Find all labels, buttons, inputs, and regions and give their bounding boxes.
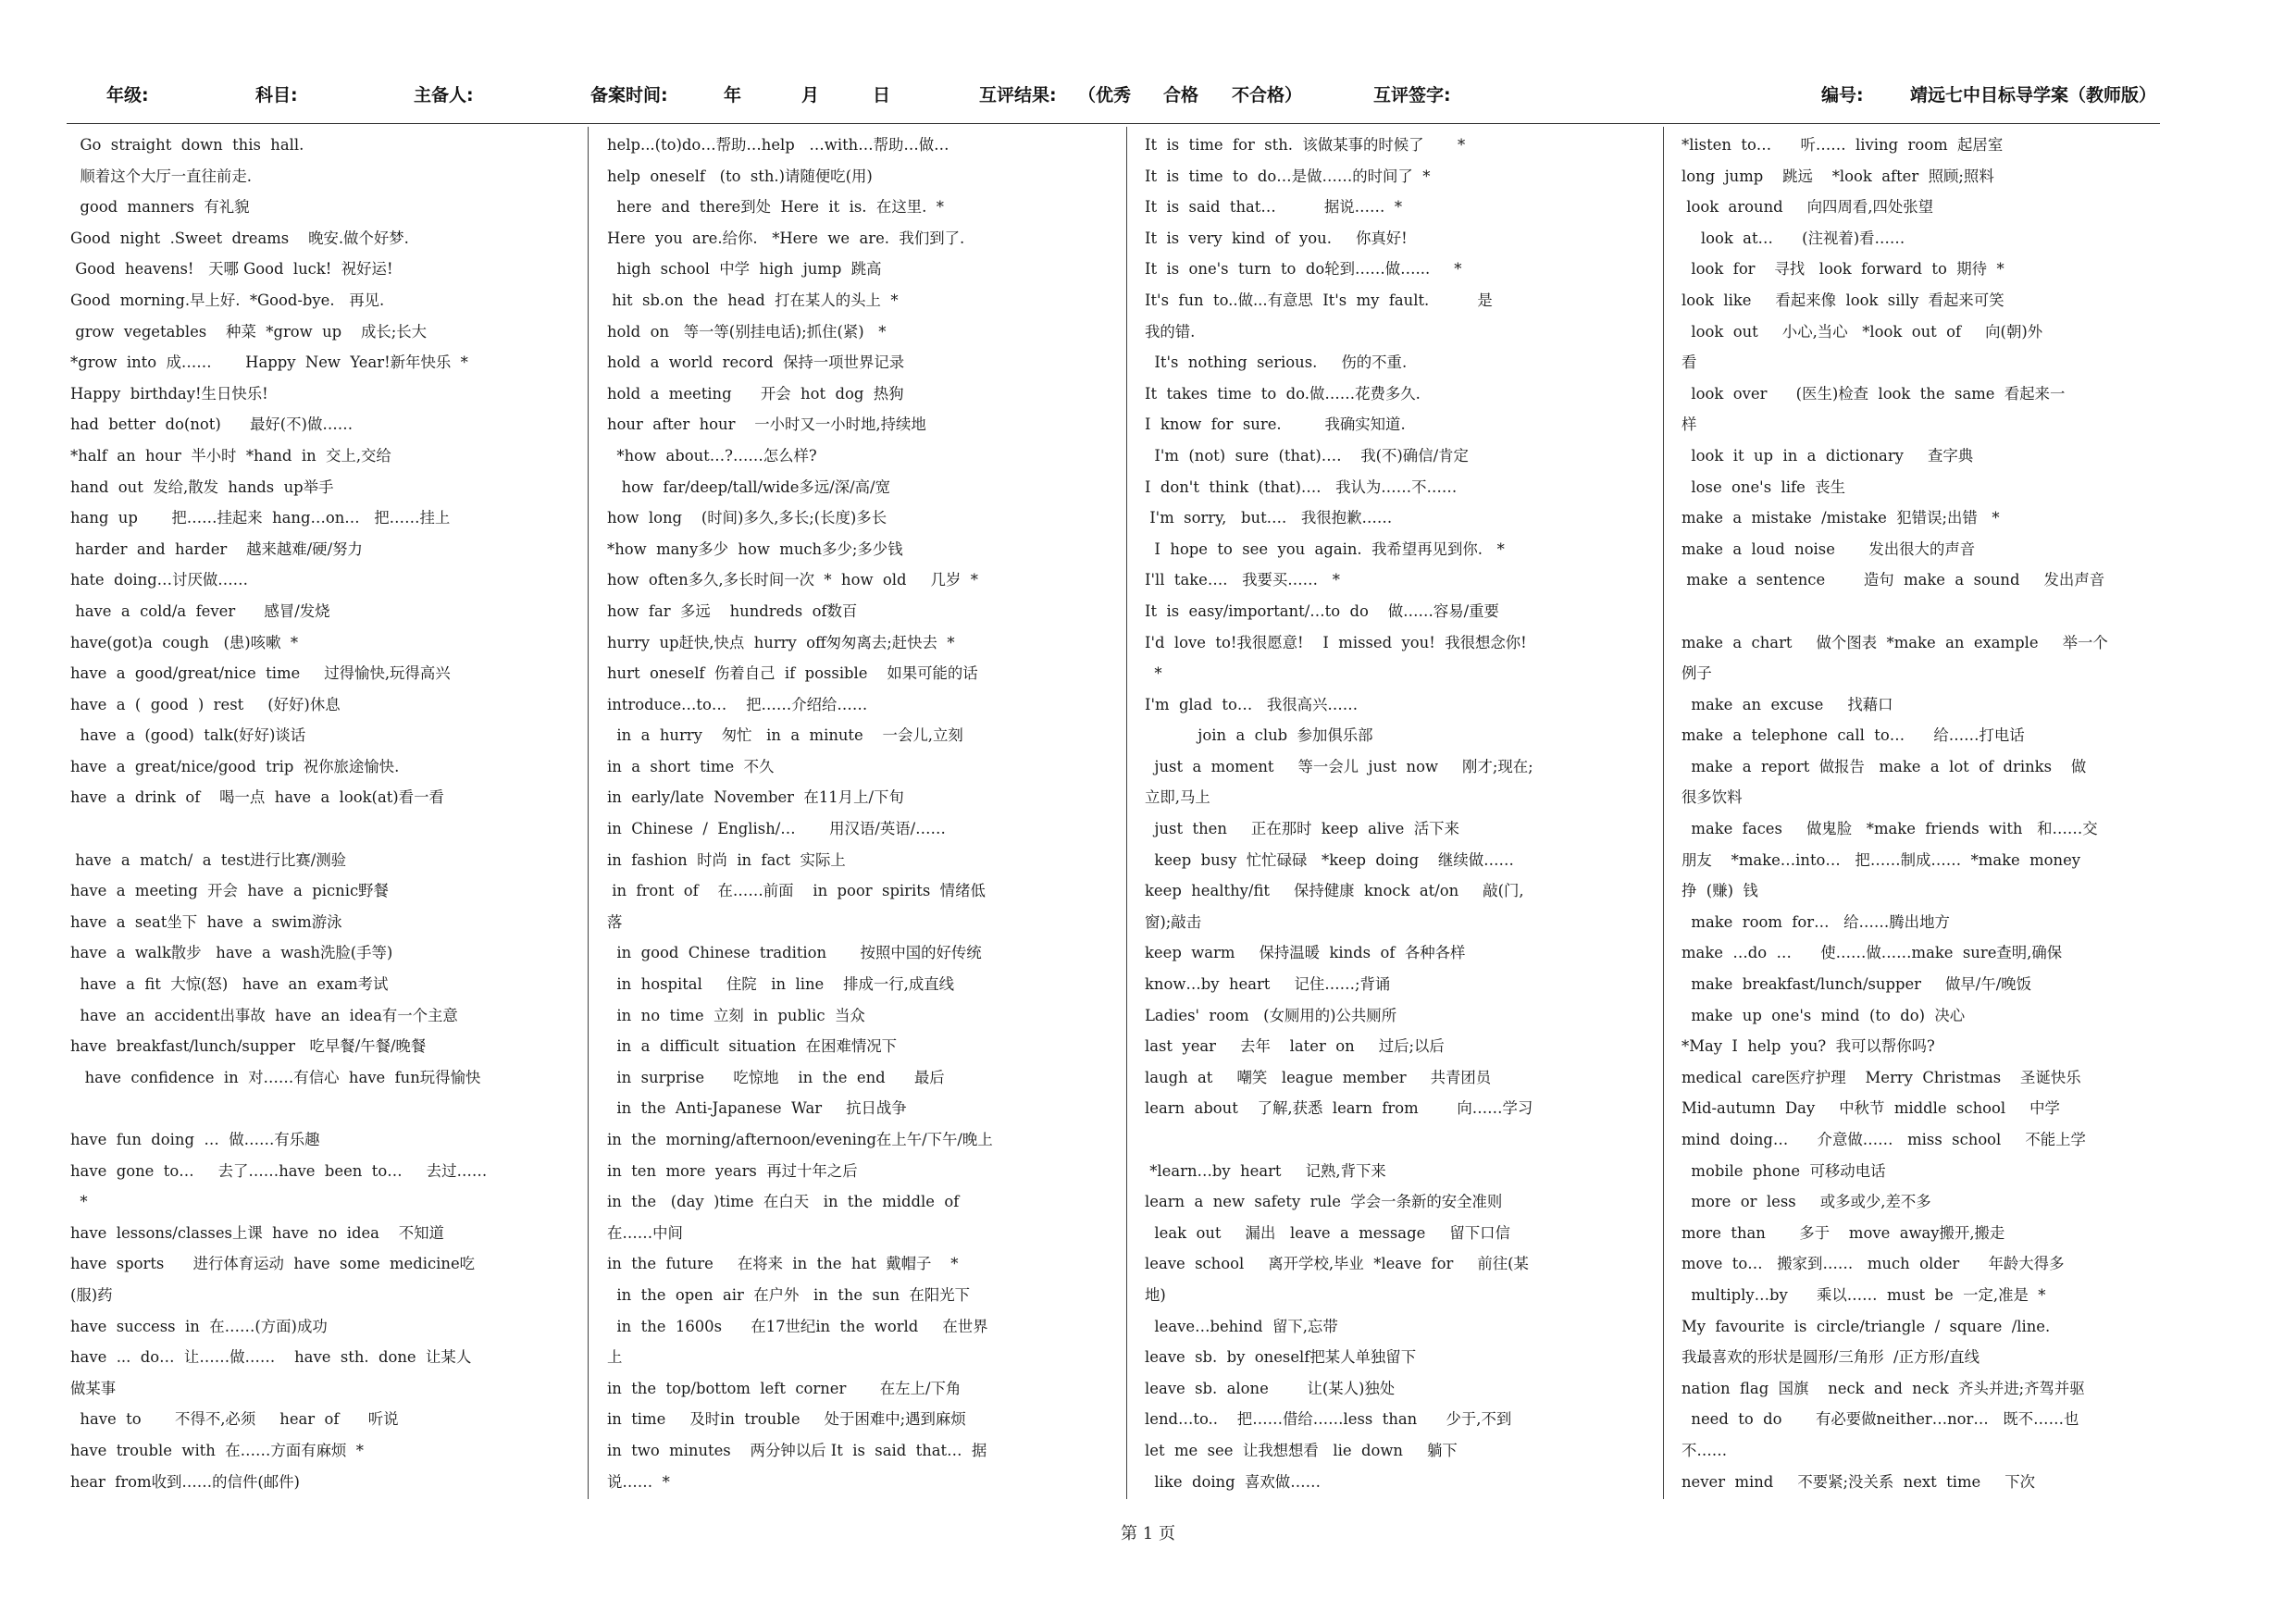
phrase-line: medical care医疗护理 Merry Christmas 圣诞快乐 (1682, 1068, 2081, 1086)
column-divider (1663, 127, 1664, 1499)
phrase-line: It is said that… 据说…… * (1145, 198, 1403, 217)
phrase-line: It is very kind of you. 你真好! (1145, 229, 1408, 247)
phrase-line: in the (day )time 在白天 in the middle of (607, 1193, 960, 1211)
phrase-line: 看 (1682, 353, 1697, 372)
phrase-line (70, 1093, 579, 1124)
phrase-line: in the open air 在户外 in the sun 在阳光下 (607, 1285, 970, 1304)
phrase-line: keep busy 忙忙碌碌 *keep doing 继续做…… (1145, 850, 1514, 869)
phrase-line: in a short time 不久 (607, 757, 775, 775)
phrase-line: look out 小心,当心 *look out of 向(朝)外 (1682, 322, 2043, 341)
header-field-subject: 科目: (255, 85, 298, 105)
page-number: 第 1 页 (1121, 1524, 1175, 1543)
phrase-line: nation flag 国旗 neck and neck 齐头并进;齐驾并驱 (1682, 1379, 2085, 1397)
phrase-line: *May I help you? 我可以帮你吗? (1682, 1037, 1935, 1056)
phrase-line: 地) (1145, 1285, 1166, 1304)
phrase-line: have gone to… 去了……have been to… 去过…… (70, 1161, 488, 1180)
phrase-line: It is time for sth. 该做某事的时候了 * (1145, 136, 1466, 154)
phrase-line: 落 (607, 912, 623, 931)
phrase-line: in two minutes 两分钟以后 It is said that… 据 (607, 1441, 987, 1459)
phrase-line: 不…… (1682, 1441, 1728, 1459)
phrase-line: how far 多远 hundreds of数百 (607, 601, 858, 620)
phrase-line: in Chinese / English/… 用汉语/英语/…… (607, 820, 946, 838)
phrase-line: good manners 有礼貌 (70, 198, 250, 217)
phrase-line: how often多久,多长时间一次 * how old 几岁 * (607, 571, 978, 589)
phrase-line: make up one's mind (to do) 决心 (1682, 1006, 1966, 1024)
phrase-line: leave…behind 留下,忘带 (1145, 1317, 1338, 1335)
phrase-line: make an excuse 找藉口 (1682, 695, 1893, 713)
phrase-column-2 (607, 130, 1121, 1499)
phrase-line: have(got)a cough (患)咳嗽 * (70, 633, 299, 651)
phrase-line: leak out 漏出 leave a message 留下口信 (1145, 1223, 1510, 1242)
phrase-line: have a walk散步 have a wash洗脸(手等) (70, 944, 393, 962)
phrase-line: make a loud noise 发出很大的声音 (1682, 539, 1976, 558)
phrase-line: It is time to do…是做……的时间了 * (1145, 167, 1431, 185)
phrase-line: 窗);敲击 (1145, 912, 1202, 931)
header-field-preparer: 主备人: (414, 85, 474, 105)
header-field-grade: 年级: (106, 85, 149, 105)
phrase-line: mind doing… 介意做…… miss school 不能上学 (1682, 1131, 2086, 1148)
phrase-line: leave sb. by oneself把某人单独留下 (1145, 1348, 1417, 1367)
phrase-line: mobile phone 可移动电话 (1682, 1161, 1886, 1180)
phrase-line: have a meeting 开会 have a picnic野餐 (70, 882, 389, 900)
phrase-line: hang up 把……挂起来 hang…on… 把……挂上 (70, 509, 451, 527)
phrase-line: have a seat坐下 have a swim游泳 (70, 912, 342, 931)
phrase-line: Happy birthday!生日快乐! (70, 384, 268, 403)
phrase-line: in time 及时in trouble 处于困难中;遇到麻烦 (607, 1410, 966, 1429)
phrase-line: grow vegetables 种菜 *grow up 成长;长大 (70, 322, 428, 341)
phrase-line: in front of 在……前面 in poor spirits 情绪低 (607, 882, 986, 900)
phrase-line: look around 向四周看,四处张望 (1682, 198, 1934, 217)
phrase-line: need to do 有必要做neither…nor… 既不……也 (1682, 1410, 2079, 1429)
phrase-line: look over (医生)检查 look the same 看起来一 (1682, 384, 2066, 403)
phrase-line: 很多饮料 (1682, 788, 1743, 807)
phrase-line (1145, 1124, 1649, 1156)
phrase-line: in the Anti-Japanese War 抗日战争 (607, 1099, 907, 1118)
phrase-line: I'm glad to… 我很高兴…… (1145, 695, 1359, 713)
phrase-line: help...(to)do…帮助…help …with…帮助…做… (607, 136, 949, 154)
document-header (0, 0, 2296, 125)
phrase-line: Mid-autumn Day 中秋节 middle school 中学 (1682, 1099, 2060, 1118)
phrase-column-1 (70, 130, 579, 1499)
phrase-line: I'll take…. 我要买…… * (1145, 571, 1340, 589)
phrase-line: last year 去年 later on 过后;以后 (1145, 1037, 1445, 1056)
phrase-line: hurt oneself 伤着自己 if possible 如果可能的话 (607, 664, 978, 683)
header-field-peer-signature: 互评签字: (1373, 85, 1451, 105)
phrase-line: have a (good) talk(好好)谈话 (70, 726, 306, 745)
phrase-line: look it up in a dictionary 查字典 (1682, 446, 1974, 465)
phrase-line: in no time 立刻 in public 当众 (607, 1006, 865, 1024)
phrase-line: just a moment 等一会儿 just now 刚才;现在; (1145, 757, 1533, 775)
phrase-line: leave school 离开学校,毕业 *leave for 前往(某 (1145, 1255, 1529, 1273)
phrase-line: make a telephone call to… 给……打电话 (1682, 726, 2025, 745)
phrase-line: move to… 搬家到…… much older 年龄大得多 (1682, 1255, 2065, 1273)
column-divider (1126, 127, 1127, 1499)
phrase-line: in the top/bottom left corner 在左上/下角 (607, 1379, 962, 1397)
phrase-line: hour after hour 一小时又一小时地,持续地 (607, 415, 926, 434)
phrase-line: in the future 在将来 in the hat 戴帽子 * (607, 1255, 959, 1273)
phrase-line: 挣 (赚) 钱 (1682, 882, 1758, 900)
phrase-line (1682, 596, 2181, 627)
phrase-column-4 (1682, 130, 2181, 1499)
phrase-line: in the morning/afternoon/evening在上午/下午/晚上 (607, 1131, 993, 1148)
phrase-line: in good Chinese tradition 按照中国的好传统 (607, 944, 982, 962)
phrase-line: have sports 进行体育运动 have some medicine吃 (70, 1255, 476, 1273)
phrase-line: like doing 喜欢做…… (1145, 1472, 1321, 1491)
header-field-school-title: 靖远七中目标导学案（教师版） (1910, 85, 2157, 105)
phrase-line: *listen to… 听…… living room 起居室 (1682, 136, 2004, 154)
phrase-line: in fashion 时尚 in fact 实际上 (607, 850, 846, 869)
phrase-line: make …do … 使……做……make sure查明,确保 (1682, 944, 2063, 962)
phrase-line: lend…to.. 把……借给……less than 少于,不到 (1145, 1410, 1512, 1429)
phrase-line: have breakfast/lunch/supper 吃早餐/午餐/晚餐 (70, 1037, 427, 1056)
phrase-line: 在……中间 (607, 1223, 683, 1242)
phrase-line: have a great/nice/good trip 祝你旅途愉快. (70, 757, 400, 775)
phrase-line (70, 813, 579, 845)
phrase-line: leave sb. alone 让(某人)独处 (1145, 1379, 1396, 1397)
phrase-line: high school 中学 high jump 跳高 (607, 260, 882, 279)
phrase-line: make a sentence 造句 make a sound 发出声音 (1682, 571, 2105, 589)
phrase-line: 说…… * (607, 1472, 670, 1491)
phrase-line: I know for sure. 我确实知道. (1145, 415, 1406, 434)
phrase-line: *how many多少 how much多少;多少钱 (607, 539, 903, 558)
phrase-line: in hospital 住院 in line 排成一行,成直线 (607, 975, 955, 994)
phrase-line: have a drink of 喝一点 have a look(at)看一看 (70, 788, 444, 807)
phrase-line: It is one's turn to do轮到……做…... * (1145, 260, 1462, 279)
phrase-line: hold on 等一等(别挂电话);抓住(紧) * (607, 322, 887, 341)
phrase-line: how long (时间)多久,多长;(长度)多长 (607, 509, 887, 527)
phrase-line: It takes time to do.做……花费多久. (1145, 384, 1421, 403)
phrase-line: never mind 不要紧;没关系 next time 下次 (1682, 1472, 2036, 1491)
phrase-line: I hope to see you again. 我希望再见到你. * (1145, 539, 1505, 558)
phrase-line: It's fun to..做...有意思 It's my fault. 是 (1145, 291, 1493, 309)
phrase-line: make a chart 做个图表 *make an example 举一个 (1682, 633, 2108, 651)
phrase-line: *half an hour 半小时 *hand in 交上,交给 (70, 446, 391, 465)
header-rule (67, 123, 2160, 124)
phrase-line: Good heavens! 天哪 Good luck! 祝好运! (70, 260, 393, 279)
phrase-line: I don't think (that)…. 我认为……不…… (1145, 477, 1458, 496)
header-field-month: 月 (801, 85, 820, 105)
phrase-line: It is easy/important/…to do 做……容易/重要 (1145, 601, 1499, 620)
phrase-line: in a difficult situation 在困难情况下 (607, 1037, 898, 1056)
phrase-line: learn a new safety rule 学会一条新的安全准则 (1145, 1193, 1503, 1211)
header-field-pass: 合格 (1163, 85, 1199, 105)
phrase-line: have success in 在……(方面)成功 (70, 1317, 328, 1335)
phrase-line: 我最喜欢的形状是圆形/三角形 /正方形/直线 (1682, 1348, 1980, 1367)
phrase-line: in a hurry 匆忙 in a minute 一会儿,立刻 (607, 726, 963, 745)
phrase-line: help oneself (to sth.)请随便吃(用) (607, 167, 873, 185)
phrase-line: hand out 发给,散发 hands up举手 (70, 477, 334, 496)
phrase-line: *grow into 成…… Happy New Year!新年快乐 * (70, 353, 468, 372)
header-field-serial-number: 编号: (1821, 85, 1864, 105)
phrase-line: introduce…to… 把……介绍给…… (607, 695, 868, 713)
phrase-line: 例子 (1682, 664, 1712, 683)
header-field-record-time: 备案时间: (590, 85, 668, 105)
phrase-column-3 (1145, 130, 1649, 1499)
phrase-line: 做某事 (70, 1379, 117, 1397)
phrase-line: have a fit 大惊(怒) have an exam考试 (70, 975, 389, 994)
phrase-line: make breakfast/lunch/supper 做早/午/晚饭 (1682, 975, 2032, 994)
phrase-line: 我的错. (1145, 322, 1196, 341)
phrase-line: * (1145, 664, 1162, 683)
phrase-line: have confidence in 对……有信心 have fun玩得愉快 (70, 1068, 481, 1086)
phrase-line: in surprise 吃惊地 in the end 最后 (607, 1068, 945, 1086)
phrase-line: long jump 跳远 *look after 照顾;照料 (1682, 167, 1994, 185)
phrase-line: I'm (not) sure (that)…. 我(不)确信/肯定 (1145, 446, 1469, 465)
phrase-line: make room for… 给……腾出地方 (1682, 912, 1950, 931)
phrase-line: let me see 让我想想看 lie down 躺下 (1145, 1441, 1458, 1459)
phrase-line: look at… (注视着)看…… (1682, 229, 1905, 247)
phrase-line: have trouble with 在……方面有麻烦 * (70, 1441, 364, 1459)
phrase-line: laugh at 嘲笑 league member 共青团员 (1145, 1068, 1492, 1086)
phrase-line: Here you are.给你. *Here we are. 我们到了. (607, 229, 965, 247)
phrase-line: keep warm 保持温暖 kinds of 各种各样 (1145, 944, 1466, 962)
header-field-peer-result: 互评结果: (979, 85, 1057, 105)
phrase-line: how far/deep/tall/wide多远/深/高/宽 (607, 477, 890, 496)
phrase-line: Good morning.早上好. *Good-bye. 再见. (70, 291, 385, 309)
phrase-line: Go straight down this hall. (70, 136, 304, 154)
phrase-line: hold a world record 保持一项世界记录 (607, 353, 905, 372)
phrase-line: lose one's life 丧生 (1682, 477, 1845, 496)
phrase-line: I'd love to!我很愿意! I missed you! 我很想念你! (1145, 633, 1527, 651)
phrase-line: more or less 或多或少,差不多 (1682, 1193, 1931, 1211)
phrase-line: (服)药 (70, 1285, 113, 1304)
phrase-line: have fun doing … 做……有乐趣 (70, 1131, 320, 1148)
phrase-line: It's nothing serious. 伤的不重. (1145, 353, 1408, 372)
phrase-line: My favourite is circle/triangle / square /line. (1682, 1317, 2051, 1335)
phrase-line: make a report 做报告 make a lot of drinks 做 (1682, 757, 2087, 775)
phrase-line: have a good/great/nice time 过得愉快,玩得高兴 (70, 664, 451, 683)
phrase-line: * (70, 1193, 88, 1211)
phrase-line: 立即,马上 (1145, 788, 1210, 807)
phrase-line: hate doing…讨厌做…… (70, 571, 249, 589)
phrase-line: multiply…by 乘以…… must be 一定,准是 * (1682, 1285, 2046, 1304)
phrase-line: 样 (1682, 415, 1697, 434)
header-field-fail: 不合格） (1232, 85, 1303, 105)
header-field-year: 年 (724, 85, 742, 105)
header-field-excellent: （优秀 (1078, 85, 1132, 105)
phrase-line: hit sb.on the head 打在某人的头上 * (607, 291, 899, 309)
phrase-line: have ... do… 让……做…… have sth. done 让某人 (70, 1348, 472, 1367)
phrase-line: I'm sorry, but…. 我很抱歉…… (1145, 509, 1393, 527)
phrase-line: look like 看起来像 look silly 看起来可笑 (1682, 291, 2004, 309)
phrase-line: have lessons/classes上课 have no idea 不知道 (70, 1223, 444, 1242)
phrase-line: in early/late November 在11月上/下旬 (607, 788, 904, 807)
phrase-line: have an accident出事故 have an idea有一个主意 (70, 1006, 458, 1024)
phrase-line: make a mistake /mistake 犯错误;出错 * (1682, 509, 2000, 527)
phrase-line: make faces 做鬼脸 *make friends with 和……交 (1682, 820, 2098, 838)
phrase-line: 朋友 *make…into… 把……制成…… *make money (1682, 850, 2081, 869)
phrase-line: Good night .Sweet dreams 晚安.做个好梦. (70, 229, 409, 247)
phrase-line: have a match/ a test进行比赛/测验 (70, 850, 347, 869)
phrase-line: had better do(not) 最好(不)做…… (70, 415, 354, 434)
phrase-line: here and there到处 Here it is. 在这里. * (607, 198, 944, 217)
phrase-line: learn about 了解,获悉 learn from 向……学习 (1145, 1099, 1533, 1118)
phrase-line: have a cold/a fever 感冒/发烧 (70, 601, 330, 620)
phrase-line: hold a meeting 开会 hot dog 热狗 (607, 384, 904, 403)
phrase-line: join a club 参加俱乐部 (1145, 726, 1373, 745)
phrase-line: hear from收到……的信件(邮件) (70, 1472, 300, 1491)
phrase-line: hurry up赶快,快点 hurry off匆匆离去;赶快去 * (607, 633, 955, 651)
phrase-line: have to 不得不,必须 hear of 听说 (70, 1410, 399, 1429)
column-divider (588, 127, 589, 1499)
phrase-line: *learn…by heart 记熟,背下来 (1145, 1161, 1386, 1180)
phrase-line: 顺着这个大厅一直往前走. (70, 167, 252, 185)
phrase-line: Ladies' room (女厕用的)公共厕所 (1145, 1006, 1397, 1024)
phrase-line: keep healthy/fit 保持健康 knock at/on 敲(门, (1145, 882, 1524, 900)
phrase-line: just then 正在那时 keep alive 活下来 (1145, 820, 1459, 838)
phrase-line: have a ( good ) rest (好好)休息 (70, 695, 341, 713)
phrase-line: more than 多于 move away搬开,搬走 (1682, 1223, 2005, 1242)
phrase-line: in ten more years 再过十年之后 (607, 1161, 858, 1180)
phrase-line: in the 1600s 在17世纪in the world 在世界 (607, 1317, 988, 1335)
phrase-line: look for 寻找 look forward to 期待 * (1682, 260, 2004, 279)
header-field-day: 日 (873, 85, 891, 105)
phrase-line: 上 (607, 1348, 623, 1367)
phrase-line: know…by heart 记住……;背诵 (1145, 975, 1391, 994)
phrase-line: *how about…?……怎么样? (607, 446, 817, 465)
phrase-line: harder and harder 越来越难/硬/努力 (70, 539, 363, 558)
